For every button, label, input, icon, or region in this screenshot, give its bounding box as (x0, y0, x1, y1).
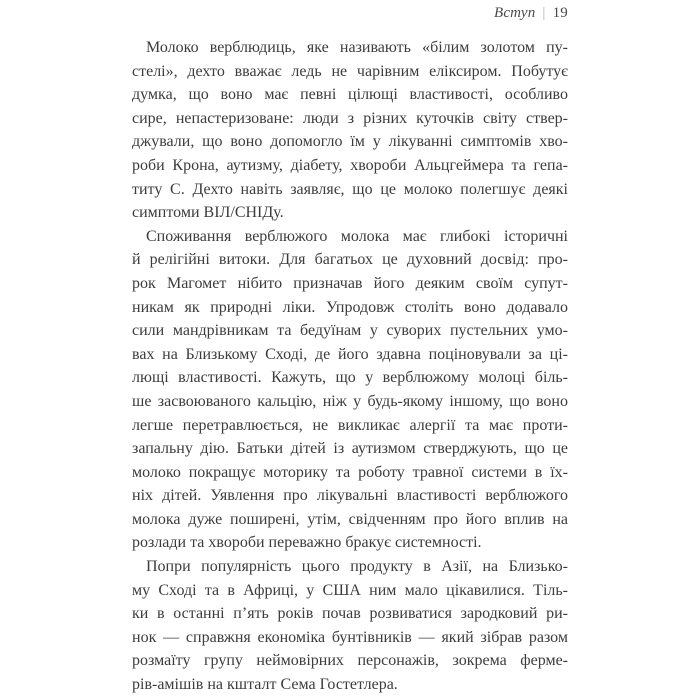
header-separator: | (542, 5, 546, 21)
text-line: ки в останні п’ять років почав розвиватися зародковий ри- (132, 605, 568, 623)
text-line: ніх дітей. Уявлення про лікувальні властивості верблюжого (132, 487, 568, 505)
paragraph (132, 36, 568, 225)
text-line: рок Магомет нібито призначав його деяким своїм супут- (132, 274, 568, 292)
text-line: симптоми ВІЛ/СНІДу. (132, 204, 284, 222)
text-line: Споживання верблюжого молока має глибокі історичні (146, 227, 568, 245)
text-line: думка, що воно має певні цілющі властивості, особливо (132, 86, 568, 104)
running-header (132, 4, 568, 22)
text-line: нок — справжня економіка бунтівників — який зібрав разом (132, 628, 568, 646)
page-number: 19 (552, 5, 568, 21)
text-line: молоко покращує моторику та роботу травної системи в їх- (132, 463, 568, 481)
text-line: рів-амішів на кшталт Сема Гостетлера. (132, 676, 398, 694)
text-line: й релігійні витоки. Для багатьох це духовний досвід: про- (132, 251, 568, 269)
text-line: Попри популярність цього продукту в Азії, на Близько- (146, 558, 568, 576)
text-line: джували, що воно допомогло їм у лікуванні симптомів хво- (132, 133, 568, 151)
text-line: вах на Близькому Сході, де його здавна поціновували за ці- (132, 345, 568, 363)
text-line: сире, непастеризоване: люди з різних куточків світу ствер- (132, 109, 568, 127)
text-line: никам як природні ліки. Упродовж століть воно додавало (132, 298, 568, 316)
text-line: розмаїту групу неймовірних персонажів, зокрема ферме- (132, 652, 568, 670)
chapter-title: Вступ (493, 5, 536, 21)
text-line: Молоко верблюдиць, яке називають «білим золотом пу- (146, 39, 568, 56)
text-line: легше перетравлюється, не викликає алергії та має проти- (132, 416, 568, 434)
paragraph (132, 555, 568, 697)
text-line: молока дуже поширені, утім, свідченням про його вплив на (132, 510, 568, 528)
text-line: стелі», дехто вважає ледь не чарівним еліксиром. Побутує (132, 62, 568, 80)
text-line: сили мандрівникам та бедуїнам у суворих пустельних умо- (132, 322, 568, 340)
paragraph (132, 225, 568, 555)
text-line: роби Крона, аутизму, діабету, хвороби Альцгеймера та гепа- (132, 156, 568, 174)
text-line: запальну дію. Батьки дітей із аутизмом стверджують, що це (132, 440, 568, 458)
text-line: лющі властивості. Кажуть, що у верблюжому молоці біль- (132, 369, 568, 387)
page-text (132, 36, 568, 697)
text-line: му Сході та в Африці, у США ним мало цікавилися. Тіль- (132, 581, 568, 599)
text-line: ше засвоюваного кальцію, ніж у будь-якому іншому, що воно (132, 392, 568, 410)
text-line: розлади та хвороби переважно бракує системності. (132, 534, 482, 552)
text-line: титу С. Дехто навіть заявляє, що це молоко полегшує деякі (132, 180, 568, 198)
